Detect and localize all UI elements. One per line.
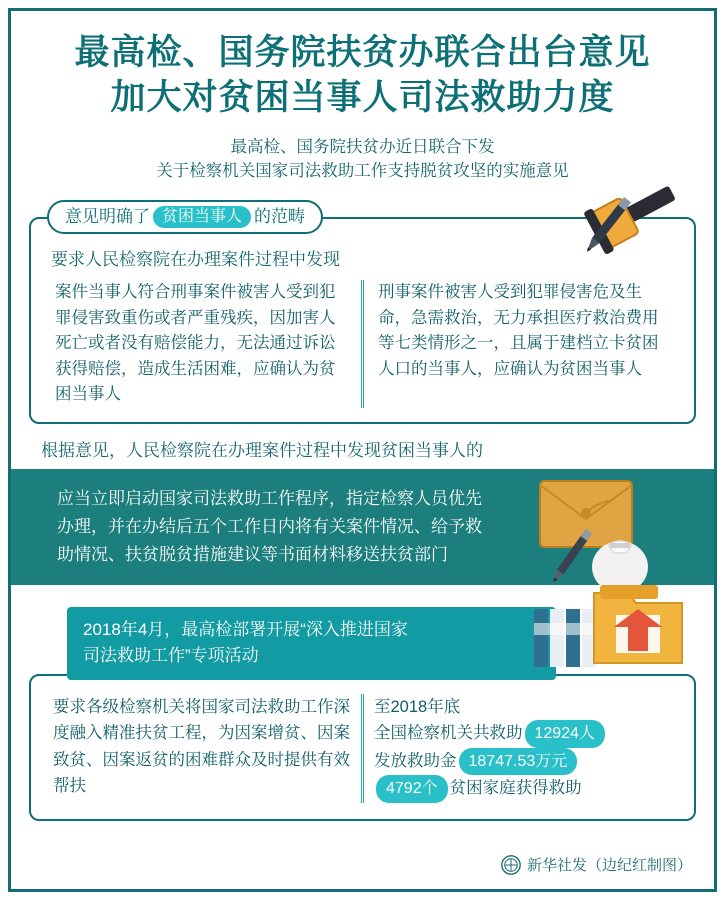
title-line-1: 最高检、国务院扶贫办联合出台意见	[74, 33, 651, 72]
procedure-band-text: 应当立即启动国家司法救助工作程序，指定检察人员优先办理，并在办结后五个工作日内将有关案件情况、给予救助情况、扶贫脱贫措施建议等书面材料移送扶贫部门	[57, 488, 482, 564]
scope-tag-suffix: 的范畴	[254, 206, 306, 226]
stat-period: 至2018年底	[374, 697, 461, 716]
scope-lead: 要求人民检察院在办理案件过程中发现	[51, 250, 340, 270]
title-line-2: 加大对贫困当事人司法救助力度	[110, 77, 615, 117]
stat-families-value: 4792个	[376, 775, 448, 803]
campaign-banner-line-2: 司法救助工作”专项活动	[83, 646, 259, 666]
campaign-banner-line-1: 2018年4月，最高检部署开展“深入推进国家	[83, 620, 408, 640]
scope-tag-prefix: 意见明确了	[65, 206, 150, 226]
campaign-columns	[43, 694, 682, 803]
page-title	[29, 31, 696, 121]
procedure-band	[11, 469, 714, 585]
stat-amount-value: 18747.53万元	[459, 748, 578, 776]
section-campaign	[29, 607, 696, 821]
scope-tag	[47, 200, 323, 234]
campaign-column-left: 要求各级检察机关将国家司法救助工作深度融入精准扶贫工程，为因案增贫、因案致贫、因案返贫的困难群众及时提供有效帮扶	[43, 694, 364, 803]
subtitle	[29, 135, 696, 185]
scope-column-left: 案件当事人符合刑事案件被害人受到犯罪侵害致重伤或者严重残疾，因加害人死亡或者没有赔偿能力，无法通过诉讼获得赔偿，造成生活困难，应确认为贫困当事人	[45, 280, 364, 408]
campaign-column-right	[364, 694, 682, 803]
stat-amount-row	[374, 748, 672, 776]
stat-people-value: 12924人	[525, 720, 606, 748]
procedure-lead: 根据意见，人民检察院在办理案件过程中发现贫困当事人的	[41, 440, 483, 460]
credit-text: 新华社发（边纪红制图）	[526, 857, 692, 874]
poster-content	[11, 11, 714, 889]
subtitle-line-2: 关于检察机关国家司法救助工作支持脱贫攻坚的实施意见	[156, 162, 569, 181]
gavel-and-pen-icon	[570, 178, 690, 270]
campaign-body	[29, 674, 696, 821]
folders-binders-house-icon	[528, 569, 688, 679]
campaign-banner	[67, 607, 556, 680]
scope-tag-highlight: 贫困当事人	[153, 206, 251, 228]
footer-credit	[501, 854, 692, 875]
scope-column-right: 刑事案件被害人受到犯罪侵害危及生命，急需救治，无力承担医疗救治费用等七类情形之一，且属于建档立卡贫困人口的当事人，应确认为贫困当事人	[378, 283, 659, 378]
poster-frame	[8, 8, 717, 892]
stat-people-label: 全国检察机关共救助	[374, 724, 523, 743]
stat-people-row	[374, 720, 672, 748]
stat-families-label: 贫困家庭获得救助	[449, 779, 582, 798]
subtitle-line-1: 最高检、国务院扶贫办近日联合下发	[230, 137, 495, 156]
scope-columns	[45, 280, 680, 408]
stat-amount-label: 发放救助金	[374, 751, 457, 770]
xinhua-logo-icon	[501, 855, 521, 875]
stat-families-row	[374, 775, 672, 803]
section-scope-definition	[29, 200, 696, 424]
